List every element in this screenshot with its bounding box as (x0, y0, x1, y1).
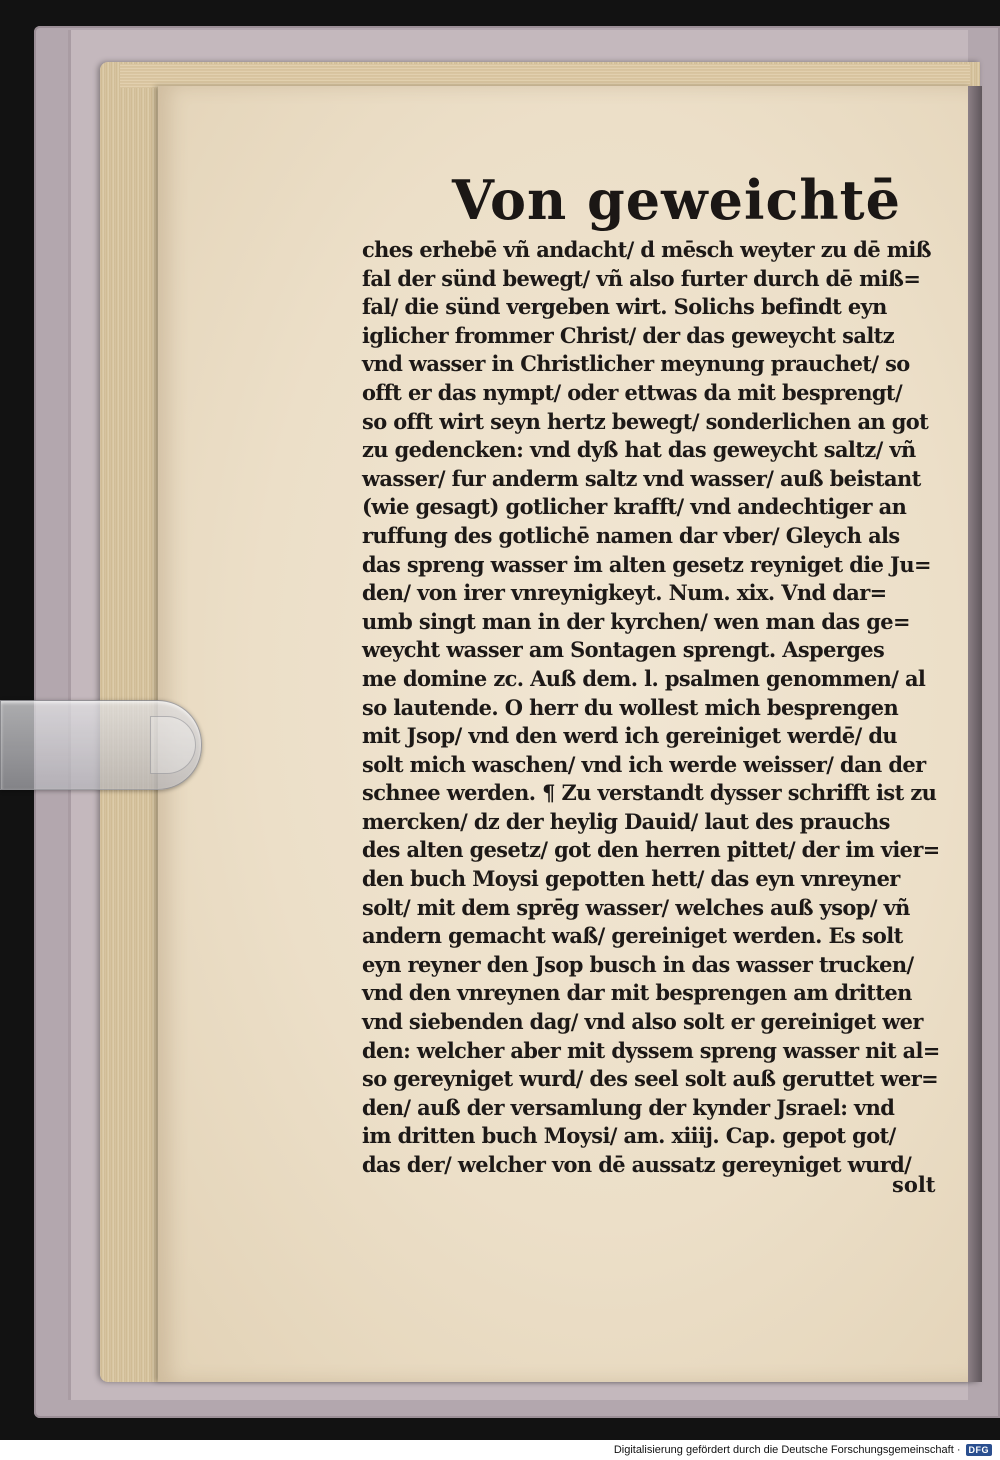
text-line: solt/ mit dem sprēg wasser/ welches auß ysop/ vñ (362, 894, 910, 920)
text-line: den: welcher aber mit dyssem spreng wasser nit al= (362, 1037, 940, 1063)
dfg-logo: DFG (966, 1444, 993, 1456)
text-line: (wie gesagt) gotlicher krafft/ vnd andechtiger an (362, 494, 907, 520)
text-line: umb singt man in der kyrchen/ wen man das ge= (362, 608, 910, 634)
text-line: das der/ welcher von dē aussatz gereyniget wurd/ (362, 1152, 912, 1177)
text-line: iglicher frommer Christ/ der das geweycht saltz (362, 322, 895, 348)
text-line: so lautende. O herr du wollest mich besprengen (362, 694, 899, 720)
page-stack-top (120, 64, 970, 88)
text-line: ches erhebē vñ andacht/ d mēsch weyter zu dē miß (362, 237, 931, 262)
text-line: solt mich waschen/ vnd ich werde weisser/ dan der (362, 751, 926, 777)
text-line: fal/ die sünd vergeben wirt. Solichs befindt eyn (362, 294, 887, 320)
footer-bar (0, 1440, 1000, 1460)
text-line: andern gemacht waß/ gereiniget werden. Es solt (362, 923, 903, 949)
text-line: eyn reyner den Jsop busch in das wasser trucken/ (362, 951, 914, 977)
text-line: so offt wirt seyn hertz bewegt/ sonderlichen an got (362, 408, 929, 434)
page-heading: Von geweichtē (452, 168, 901, 232)
text-line: so gereyniget wurd/ des seel solt auß geruttet wer= (362, 1066, 939, 1092)
text-line: schnee werden. ¶ Zu verstandt dysser schrifft ist zu (362, 780, 937, 806)
text-line: wasser/ fur anderm saltz vnd wasser/ auß beistant (362, 465, 921, 491)
text-line: das spreng wasser im alten gesetz reyniget die Ju= (362, 551, 931, 577)
text-line: mercken/ dz der heylig Dauid/ laut des prauchs (362, 808, 890, 834)
text-line: den/ von irer vnreynigkeyt. Num. xix. Vnd dar= (362, 580, 887, 606)
text-line: des alten gesetz/ got den herren pittet/ der im vier= (362, 837, 940, 863)
body-text (362, 236, 942, 1180)
page-right-shadow (968, 86, 982, 1382)
text-line: mit Jsop/ vnd den werd ich gereiniget werdē/ du (362, 723, 897, 749)
catchword: solt (892, 1172, 936, 1197)
text-line: ruffung des gotlichē namen dar vber/ Gleych als (362, 522, 900, 548)
text-line: fal der sünd bewegt/ vñ also furter durch dē miß= (362, 265, 921, 291)
text-line: den buch Moysi gepotten hett/ das eyn vnreyner (362, 866, 900, 892)
text-line: vnd wasser in Christlicher meynung prauchet/ so (362, 351, 910, 377)
text-line: weycht wasser am Sontagen sprengt. Asperges (362, 637, 885, 663)
text-line: zu gedencken: vnd dyß hat das geweycht saltz/ vñ (362, 437, 916, 463)
text-line: vnd siebenden dag/ vnd also solt er gereiniget wer (362, 1009, 923, 1035)
text-line: me domine zc. Auß dem. l. psalmen genommen/ al (362, 665, 926, 691)
text-line: den/ auß der versamlung der kynder Jsrael: vnd (362, 1094, 895, 1120)
text-line: offt er das nympt/ oder ettwas da mit besprengt/ (362, 379, 903, 405)
text-line: im dritten buch Moysi/ am. xiiij. Cap. gepot got/ (362, 1123, 896, 1149)
text-line: vnd den vnreynen dar mit besprengen am dritten (362, 980, 912, 1006)
footer-credit: Digitalisierung gefördert durch die Deutsche Forschungsgemeinschaft · (613, 1444, 961, 1456)
